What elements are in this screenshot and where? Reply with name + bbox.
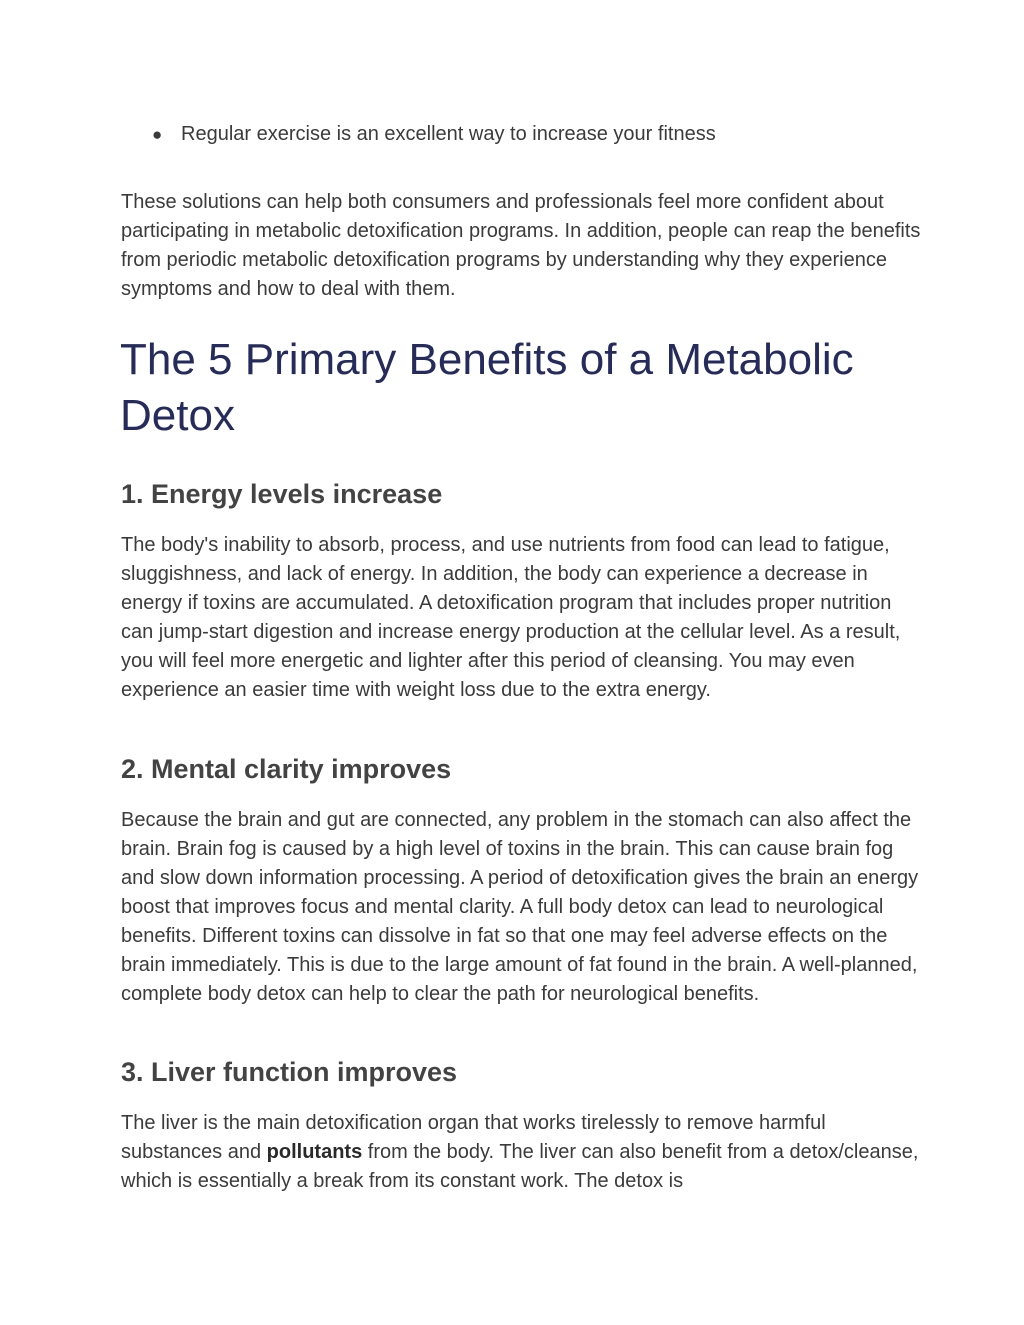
section-heading-mental-clarity: 2. Mental clarity improves — [121, 754, 452, 784]
section-body-energy: The body's inability to absorb, process, and use nutrients from food can lead to fatigue, sluggishness, and lack of energy. In addition, the body can experience a decrease in energy if toxins are accumulated. A detoxification program that includes proper nutrition can jump-start digestion and increase energy production at the cellular level. As a result, you will feel more energetic and lighter after this period of cleansing. You may even experience an easier time with weight loss due to the extra energy. — [121, 534, 901, 701]
section-heading-liver: 3. Liver function improves — [121, 1057, 458, 1087]
bullet-list — [152, 120, 716, 149]
liver-text-part-2: from the body. The liver can also benefit from a detox/cleanse, which is essentially a break from its constant work. The detox is — [121, 1141, 919, 1192]
section-body-mental-clarity: Because the brain and gut are connected, any problem in the stomach can also affect the brain. Brain fog is caused by a high level of toxins in the brain. This can cause brain fog and slow down information processing. A period of detoxification gives the brain an energy boost that improves focus and mental clarity. A full body detox can lead to neurological benefits. Different toxins can dissolve in fat so that one may feel adverse effects on the brain immediately. This is due to the large amount of fat found in the brain. A well-planned, complete body detox can help to clear the path for neurological benefits. — [121, 809, 919, 1005]
liver-text-part-1: The liver is the main detoxification organ that works tirelessly to remove harmful substances and — [121, 1112, 826, 1163]
intro-paragraph: These solutions can help both consumers and professionals feel more confident about participating in metabolic detoxification programs. In addition, people can reap the benefits from periodic metabolic detoxification programs by understanding why they experience symptoms and how to deal with them. — [121, 191, 921, 300]
bullet-text: Regular exercise is an excellent way to increase your fitness — [181, 123, 716, 145]
main-heading: The 5 Primary Benefits of a Metabolic Detox — [120, 335, 854, 440]
section-heading-energy: 1. Energy levels increase — [121, 479, 443, 509]
bullet-dot-icon: ● — [152, 125, 163, 144]
pollutants-bold-term: pollutants — [266, 1141, 363, 1163]
bullet-item — [152, 120, 716, 149]
section-body-liver — [121, 1109, 921, 1196]
